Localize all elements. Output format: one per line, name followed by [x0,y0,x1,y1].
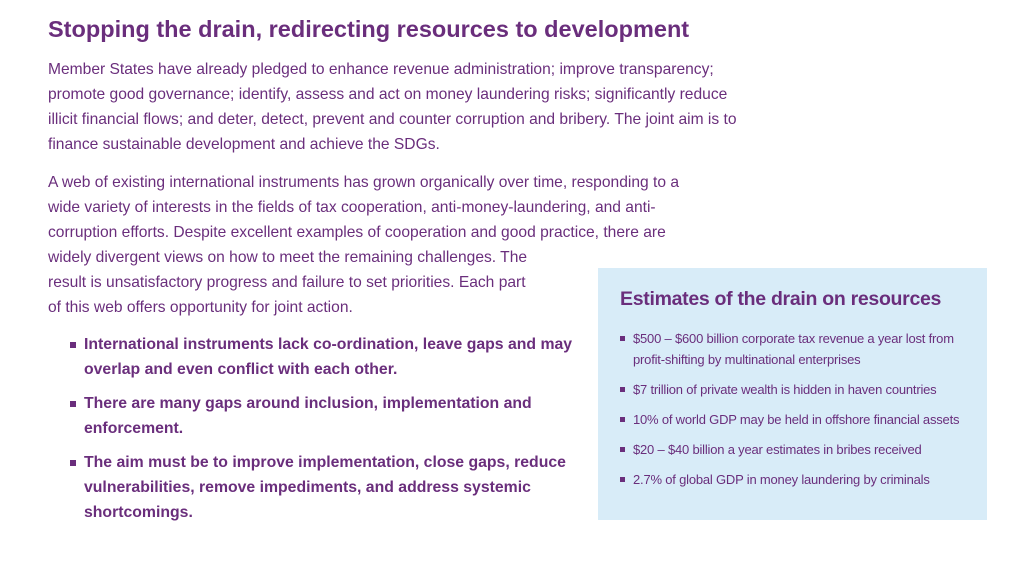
key-point-item [70,332,590,382]
estimate-item [620,379,970,400]
intro-paragraph: Member States have already pledged to enhance revenue administration; improve transparency; promote good governance; identify, assess and act on money laundering risks; significantly reduce illicit financial flows; and deter, detect, prevent and counter corruption and bribery. The joint aim is to finance sustainable development and achieve the SDGs. [48,61,737,153]
estimate-item [620,439,970,460]
estimate-text: $20 – $40 billion a year estimates in bribes received [633,442,922,457]
square-bullet-icon [620,336,625,341]
estimates-box [598,268,987,520]
square-bullet-icon [620,447,625,452]
estimate-text: $500 – $600 billion corporate tax revenue a year lost from profit-shifting by multinational enterprises [633,331,954,367]
estimate-item [620,469,970,490]
paragraph-line: widely divergent views on how to meet the remaining challenges. The [48,249,528,266]
estimates-list [620,328,970,499]
page-heading: Stopping the drain, redirecting resources to development [48,16,690,42]
square-bullet-icon [620,417,625,422]
estimates-box-title: Estimates of the drain on resources [620,288,942,310]
estimate-item [620,328,970,370]
square-bullet-icon [70,401,76,407]
paragraph-line: result is unsatisfactory progress and failure to set priorities. Each part [48,274,526,291]
square-bullet-icon [70,460,76,466]
paragraph-line: wide variety of interests in the fields of tax cooperation, anti-money-laundering, and anti- [48,199,656,216]
estimate-text: $7 trillion of private wealth is hidden in haven countries [633,382,937,397]
paragraph-line: of this web offers opportunity for joint action. [48,299,353,316]
key-point-text: International instruments lack co-ordination, leave gaps and may overlap and even conflict with each other. [84,336,573,378]
paragraph-line: corruption efforts. Despite excellent examples of cooperation and good practice, there are [48,224,666,241]
square-bullet-icon [70,342,76,348]
paragraph-line: A web of existing international instruments has grown organically over time, responding to a [48,174,680,191]
key-points-list [70,332,590,534]
key-point-text: The aim must be to improve implementation, close gaps, reduce vulnerabilities, remove impediments, and address systemic shortcomings. [84,454,566,521]
estimate-item [620,409,970,430]
key-point-text: There are many gaps around inclusion, implementation and enforcement. [84,395,532,437]
key-point-item [70,450,590,525]
square-bullet-icon [620,387,625,392]
square-bullet-icon [620,477,625,482]
estimate-text: 10% of world GDP may be held in offshore financial assets [633,412,960,427]
key-point-item [70,391,590,441]
estimate-text: 2.7% of global GDP in money laundering by criminals [633,472,930,487]
